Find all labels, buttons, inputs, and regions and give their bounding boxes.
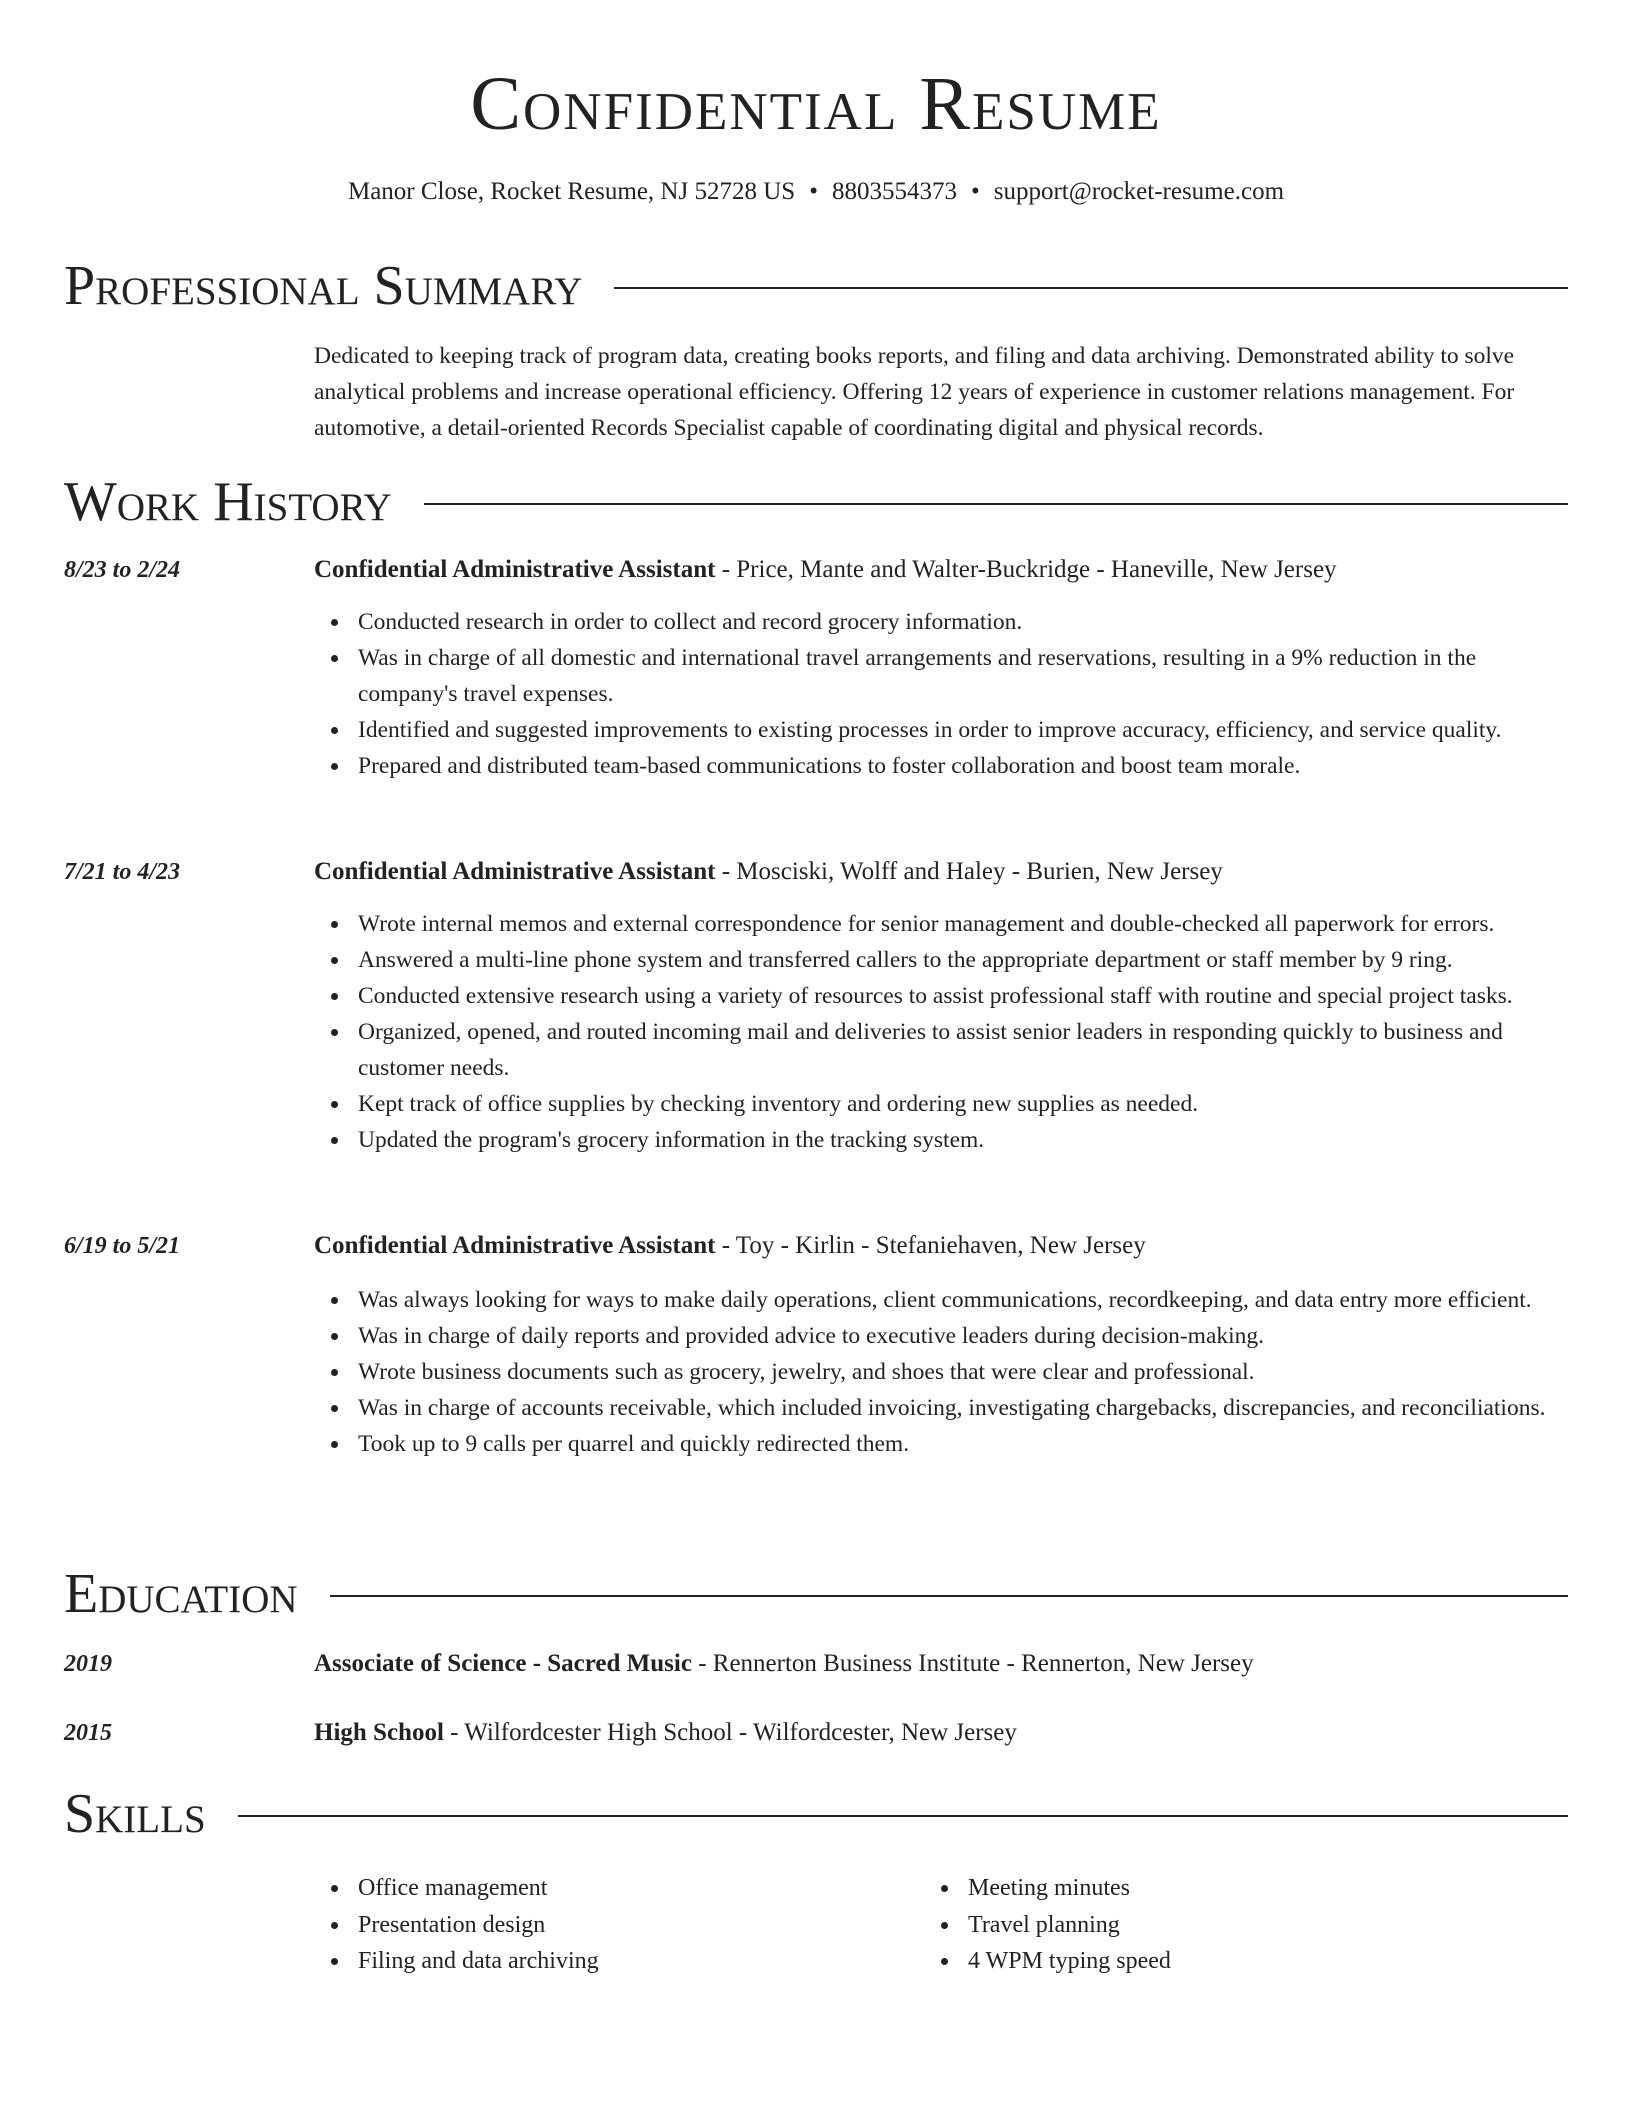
work-dates: 7/21 to 4/23	[64, 859, 181, 885]
list-item: Took up to 9 calls per quarrel and quickly redirected them.	[314, 1426, 1568, 1462]
work-dates: 8/23 to 2/24	[64, 557, 181, 583]
work-dates: 6/19 to 5/21	[64, 1233, 181, 1259]
section-title: Professional Summary	[64, 255, 583, 317]
section-title: Education	[64, 1563, 298, 1625]
skill-item: Filing and data archiving	[314, 1943, 874, 1980]
list-item: Conducted research in order to collect and record grocery information.	[314, 604, 1568, 640]
section-divider	[614, 287, 1568, 289]
list-item: Updated the program's grocery information in the tracking system.	[314, 1122, 1568, 1158]
skill-item: Meeting minutes	[924, 1870, 1484, 1907]
school-details: - Rennerton Business Institute - Rennerton, New Jersey	[691, 1650, 1254, 1677]
section-title: Skills	[64, 1783, 206, 1845]
education-headline	[314, 1715, 1017, 1751]
work-section-header	[64, 470, 1568, 534]
list-item: Was in charge of all domestic and international travel arrangements and reservations, resulting in a 9% reduction in the company's travel expenses.	[314, 640, 1568, 712]
skill-item: 4 WPM typing speed	[924, 1943, 1484, 1980]
work-bullets	[314, 604, 1568, 784]
education-section-header	[64, 1562, 1568, 1626]
job-details: - Price, Mante and Walter-Buckridge - Haneville, New Jersey	[715, 556, 1337, 583]
education-year: 2019	[64, 1651, 112, 1677]
job-title: Confidential Administrative Assistant	[314, 858, 716, 885]
summary-section-header	[64, 254, 1568, 318]
work-bullets	[314, 1282, 1568, 1462]
degree: High School	[314, 1719, 444, 1746]
contact-separator: •	[809, 178, 818, 205]
section-divider	[238, 1815, 1568, 1817]
work-headline	[314, 1228, 1146, 1264]
contact-phone: 8803554373	[831, 178, 957, 205]
contact-email: support@rocket-resume.com	[993, 178, 1285, 205]
summary-text: Dedicated to keeping track of program data, creating books reports, and filing and data archiving. Demonstrated ability to solve analytical problems and increase operational efficiency. Offering 12 years of experience in customer relations management. For automotive, a detail-oriented Records Specialist capable of coordinating digital and physical records.	[314, 343, 1515, 441]
resume-name: Confidential Resume	[470, 62, 1162, 146]
list-item: Wrote business documents such as grocery, jewelry, and shoes that were clear and professional.	[314, 1354, 1568, 1390]
contact-address: Manor Close, Rocket Resume, NJ 52728 US	[347, 178, 796, 205]
job-details: - Mosciski, Wolff and Haley - Burien, New Jersey	[715, 858, 1223, 885]
list-item: Was in charge of accounts receivable, which included invoicing, investigating chargebacks, discrepancies, and reconciliations.	[314, 1390, 1568, 1426]
work-headline	[314, 854, 1223, 890]
school-details: - Wilfordcester High School - Wilfordcester, New Jersey	[443, 1719, 1017, 1746]
job-details: - Toy - Kirlin - Stefaniehaven, New Jersey	[715, 1232, 1146, 1259]
work-bullets	[314, 906, 1568, 1158]
skill-item: Presentation design	[314, 1907, 874, 1944]
list-item: Conducted extensive research using a variety of resources to assist professional staff with routine and special project tasks.	[314, 978, 1568, 1014]
skills-list-right	[924, 1870, 1484, 1980]
contact-line	[0, 176, 1632, 208]
education-year: 2015	[64, 1720, 112, 1746]
section-divider	[424, 503, 1568, 505]
list-item: Was in charge of daily reports and provided advice to executive leaders during decision-making.	[314, 1318, 1568, 1354]
education-headline	[314, 1646, 1254, 1682]
skill-item: Travel planning	[924, 1907, 1484, 1944]
job-title: Confidential Administrative Assistant	[314, 556, 716, 583]
section-divider	[330, 1595, 1568, 1597]
skill-item: Office management	[314, 1870, 874, 1907]
skills-section-header	[64, 1782, 1568, 1846]
list-item: Prepared and distributed team-based communications to foster collaboration and boost team morale.	[314, 748, 1568, 784]
work-headline	[314, 552, 1337, 588]
list-item: Answered a multi-line phone system and transferred callers to the appropriate department or staff member by 9 ring.	[314, 942, 1568, 978]
skills-list-left	[314, 1870, 874, 1980]
list-item: Organized, opened, and routed incoming mail and deliveries to assist senior leaders in responding quickly to business and customer needs.	[314, 1014, 1568, 1086]
job-title: Confidential Administrative Assistant	[314, 1232, 716, 1259]
list-item: Identified and suggested improvements to existing processes in order to improve accuracy, efficiency, and service quality.	[314, 712, 1568, 748]
list-item: Kept track of office supplies by checking inventory and ordering new supplies as needed.	[314, 1086, 1568, 1122]
list-item: Wrote internal memos and external correspondence for senior management and double-checked all paperwork for errors.	[314, 906, 1568, 942]
degree: Associate of Science - Sacred Music	[314, 1650, 692, 1677]
section-title: Work History	[64, 471, 392, 533]
contact-separator: •	[970, 178, 980, 205]
list-item: Was always looking for ways to make daily operations, client communications, recordkeeping, and data entry more efficient.	[314, 1282, 1568, 1318]
